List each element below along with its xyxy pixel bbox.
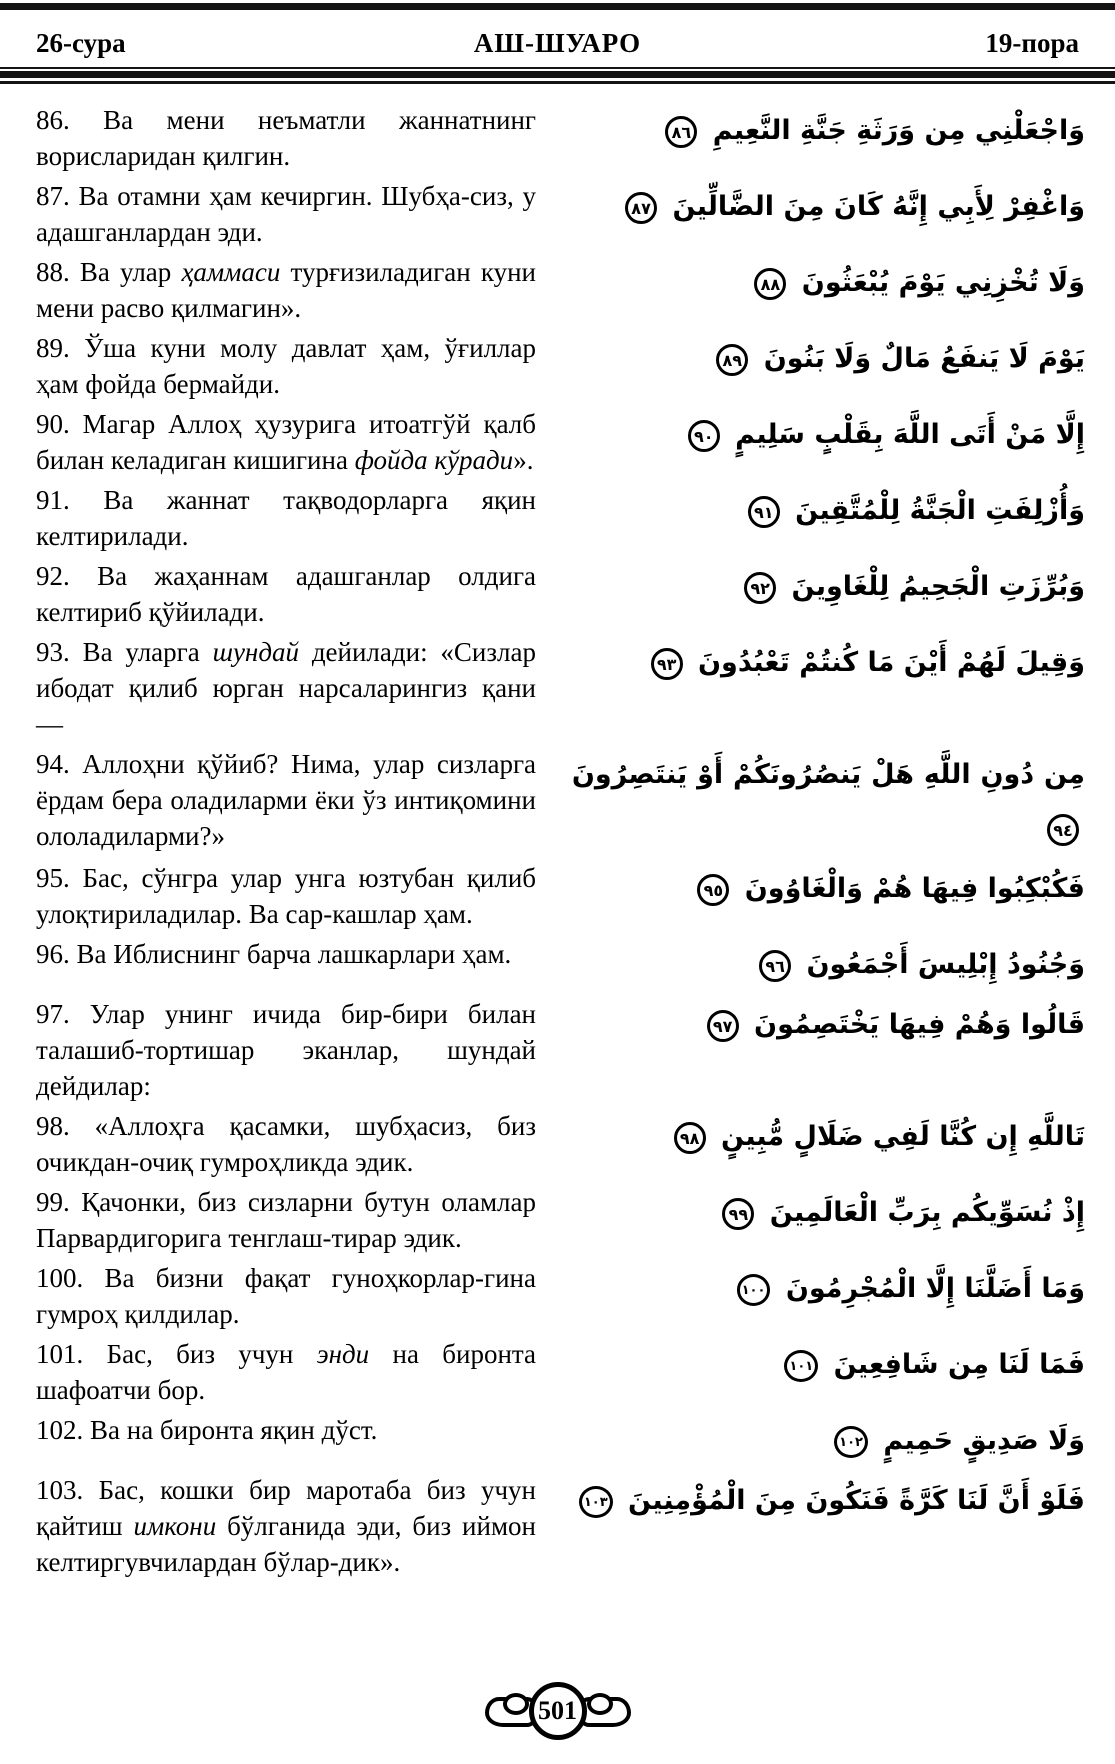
header-sura-number: 26-сура [36, 28, 126, 58]
verse-row [36, 1108, 1085, 1180]
verse-row [36, 254, 1085, 326]
translation-text: Аллоҳни қўйиб? Нима, улар сизларга ёрдам бера оладиларми ёки ўз интиқомини ололадиларми?» [36, 749, 536, 851]
translation-text: Бас, кошки бир маротаба биз учун қайтиш [36, 1475, 537, 1541]
verse-number: 97. [36, 999, 90, 1029]
translation-emphasis: ҳаммаси [181, 257, 281, 287]
verse-translation [36, 1184, 536, 1256]
ayah-end-marker: ٩٦ [759, 950, 791, 982]
verse-row [36, 330, 1085, 402]
verse-number: 87. [36, 181, 79, 211]
verse-translation [36, 1336, 536, 1408]
verse-number: 92. [36, 561, 98, 591]
verse-row [36, 1184, 1085, 1256]
translation-emphasis: энди [316, 1339, 370, 1369]
translation-text: Ва жаннат тақводорларга яқин келтирилади. [36, 485, 537, 551]
verse-number: 89. [36, 333, 85, 363]
verse-translation [36, 1260, 536, 1332]
verse-number: 93. [36, 637, 83, 667]
translation-text: «Аллоҳга қасамки, шубҳасиз, биз очикдан-очиқ гумроҳликда эдик. [36, 1111, 537, 1177]
verse-row [36, 406, 1085, 478]
translation-emphasis: шундай [212, 637, 299, 667]
ayah-end-marker: ٩١ [748, 496, 780, 528]
ayah-end-marker: ١٠٠ [737, 1274, 771, 1306]
verse-row [36, 1472, 1085, 1580]
ayah-end-marker: ٩٧ [707, 1010, 739, 1042]
verse-translation [36, 1472, 536, 1580]
verse-arabic: فَكُبْكِبُوا فِيهَا هُمْ وَالْغَاوُونَ ٩٥ [562, 860, 1085, 916]
header-para-number: 19-пора [985, 28, 1079, 58]
verse-translation [36, 102, 536, 174]
divider-line-thick [0, 71, 1115, 78]
translation-text: Ва бизни фақат гуноҳкорлар-гина гумроҳ қилдилар. [36, 1263, 536, 1329]
translation-text: Ва жаҳаннам адашганлар олдига келтириб қўйилади. [36, 561, 537, 627]
translation-text: бўлганида эди, биз иймон келтиргувчилардан бўлар-дик». [36, 1511, 536, 1577]
page-number-badge [483, 1682, 633, 1740]
verse-arabic: وَلَا صَدِيقٍ حَمِيمٍ ١٠٢ [562, 1412, 1085, 1468]
verse-arabic: إِذْ نُسَوِّيكُم بِرَبِّ الْعَالَمِينَ ٩٩ [562, 1184, 1085, 1240]
ayah-end-marker: ٨٧ [625, 192, 657, 224]
verse-arabic: وَمَا أَضَلَّنَا إِلَّا الْمُجْرِمُونَ ١٠٠ [562, 1260, 1085, 1316]
verse-number: 88. [36, 257, 80, 287]
verse-translation [36, 178, 536, 250]
header-sura-title: АШ-ШУАРО [473, 28, 642, 58]
verse-number: 100. [36, 1263, 105, 1293]
translation-emphasis: имкони [133, 1511, 217, 1541]
top-border-line [0, 3, 1115, 10]
verse-translation [36, 634, 536, 742]
verse-arabic: وَاغْفِرْ لِأَبِي إِنَّهُ كَانَ مِنَ الضَّالِّينَ ٨٧ [562, 178, 1085, 234]
verse-row [36, 936, 1085, 992]
verse-row [36, 996, 1085, 1104]
verse-number: 103. [36, 1475, 99, 1505]
ayah-end-marker: ٨٨ [754, 268, 786, 300]
ayah-end-marker: ٨٩ [716, 344, 748, 376]
translation-text: Ва Иблиснинг барча лашкарлари ҳам. [76, 939, 512, 969]
verse-arabic: فَلَوْ أَنَّ لَنَا كَرَّةً فَنَكُونَ مِنَ الْمُؤْمِنِينَ ١٠٣ [562, 1472, 1085, 1528]
verse-translation [36, 996, 536, 1104]
ayah-end-marker: ٩٩ [722, 1198, 754, 1230]
verse-row [36, 178, 1085, 250]
ayah-end-marker: ٩٢ [744, 572, 776, 604]
verse-arabic: قَالُوا وَهُمْ فِيهَا يَخْتَصِمُونَ ٩٧ [562, 996, 1085, 1052]
ayah-end-marker: ٨٦ [665, 116, 697, 148]
verse-row [36, 746, 1085, 856]
verse-arabic: وَلَا تُخْزِنِي يَوْمَ يُبْعَثُونَ ٨٨ [562, 254, 1085, 310]
verse-translation [36, 1108, 536, 1180]
translation-text: Ва уларга [82, 637, 213, 667]
verse-row [36, 1412, 1085, 1468]
verse-row [36, 558, 1085, 630]
ayah-end-marker: ١٠٣ [579, 1486, 613, 1518]
translation-emphasis: фойда кўради [354, 445, 514, 475]
ayah-end-marker: ١٠٢ [834, 1426, 868, 1458]
ayah-end-marker: ٩٥ [697, 874, 729, 906]
verse-row [36, 482, 1085, 554]
verse-arabic: إِلَّا مَنْ أَتَى اللَّهَ بِقَلْبٍ سَلِيمٍ ٩٠ [562, 406, 1085, 462]
verse-columns [0, 84, 1115, 1580]
verse-row [36, 860, 1085, 932]
verse-number: 96. [36, 939, 77, 969]
verse-row [36, 1260, 1085, 1332]
ayah-end-marker: ٩٨ [674, 1122, 706, 1154]
translation-text: на биронта шафоатчи бор. [36, 1339, 537, 1405]
translation-text: Ўша куни молу давлат ҳам, ўғиллар ҳам фойда бермайди. [36, 333, 536, 399]
ayah-end-marker: ٩٣ [651, 648, 683, 680]
verse-arabic: وَجُنُودُ إِبْلِيسَ أَجْمَعُونَ ٩٦ [562, 936, 1085, 992]
verse-arabic: وَقِيلَ لَهُمْ أَيْنَ مَا كُنتُمْ تَعْبُدُونَ ٩٣ [562, 634, 1085, 690]
verse-arabic: وَأُزْلِفَتِ الْجَنَّةُ لِلْمُتَّقِينَ ٩١ [562, 482, 1085, 538]
divider-line-thin [0, 67, 1115, 69]
translation-text: Ва улар [79, 257, 182, 287]
verse-translation [36, 1412, 536, 1448]
verse-translation [36, 482, 536, 554]
translation-text: Магар Аллоҳ ҳузурига итоатгўй қалб билан келадиган кишигина [36, 409, 536, 475]
verse-translation [36, 860, 536, 932]
verse-arabic: يَوْمَ لَا يَنفَعُ مَالٌ وَلَا بَنُونَ ٨٩ [562, 330, 1085, 386]
verse-number: 94. [36, 749, 83, 779]
ayah-end-marker: ٩٠ [688, 420, 720, 452]
verse-number: 99. [36, 1187, 82, 1217]
verse-arabic: تَاللَّهِ إِن كُنَّا لَفِي ضَلَالٍ مُّبِينٍ ٩٨ [562, 1108, 1085, 1164]
verse-number: 86. [36, 105, 104, 135]
translation-text: ». [513, 445, 534, 475]
verse-row [36, 1336, 1085, 1408]
verse-translation [36, 254, 536, 326]
ayah-end-marker: ٩٤ [1047, 814, 1079, 846]
verse-row [36, 102, 1085, 174]
verse-number: 98. [36, 1111, 95, 1141]
translation-text: Ва на биронта яқин дўст. [90, 1415, 378, 1445]
verse-number: 90. [36, 409, 83, 439]
verse-number: 102. [36, 1415, 90, 1445]
verse-translation [36, 330, 536, 402]
translation-text: дейилади: «Сизлар ибодат қилиб юрган нарсаларингиз қани — [36, 637, 536, 739]
verse-row [36, 634, 1085, 742]
verse-arabic: وَبُرِّزَتِ الْجَحِيمُ لِلْغَاوِينَ ٩٢ [562, 558, 1085, 614]
ayah-end-marker: ١٠١ [784, 1350, 818, 1382]
translation-text: Бас, биз учун [106, 1339, 317, 1369]
verse-translation [36, 406, 536, 478]
verse-arabic: مِن دُونِ اللَّهِ هَلْ يَنصُرُونَكُمْ أَوْ يَنتَصِرُونَ ٩٤ [562, 746, 1085, 856]
verse-translation [36, 746, 536, 854]
verse-number: 101. [36, 1339, 107, 1369]
page-number: 501 [529, 1682, 587, 1740]
verse-arabic: وَاجْعَلْنِي مِن وَرَثَةِ جَنَّةِ النَّعِيمِ ٨٦ [562, 102, 1085, 158]
verse-translation [36, 936, 536, 972]
translation-text: Бас, сўнгра улар унга юзтубан қилиб улоқтириладилар. Ва сар-кашлар ҳам. [36, 863, 537, 929]
translation-text: турғизиладиган куни мени расво қилмагин». [36, 257, 537, 323]
translation-text: Ва мени неъматли жаннатнинг ворисларидан қилгин. [36, 105, 536, 171]
verse-translation [36, 558, 536, 630]
translation-text: Улар унинг ичида бир-бири билан талашиб-тортишар эканлар, шундай дейдилар: [36, 999, 537, 1101]
verse-number: 95. [36, 863, 83, 893]
header-divider-rule [0, 67, 1115, 84]
translation-text: Ва отамни ҳам кечиргин. Шубҳа-сиз, у адашганлардан эди. [36, 181, 536, 247]
translation-text: Қачонки, биз сизларни бутун оламлар Парвардигорига тенглаш-тирар эдик. [36, 1187, 537, 1253]
verse-number: 91. [36, 485, 104, 515]
verse-arabic: فَمَا لَنَا مِن شَافِعِينَ ١٠١ [562, 1336, 1085, 1392]
